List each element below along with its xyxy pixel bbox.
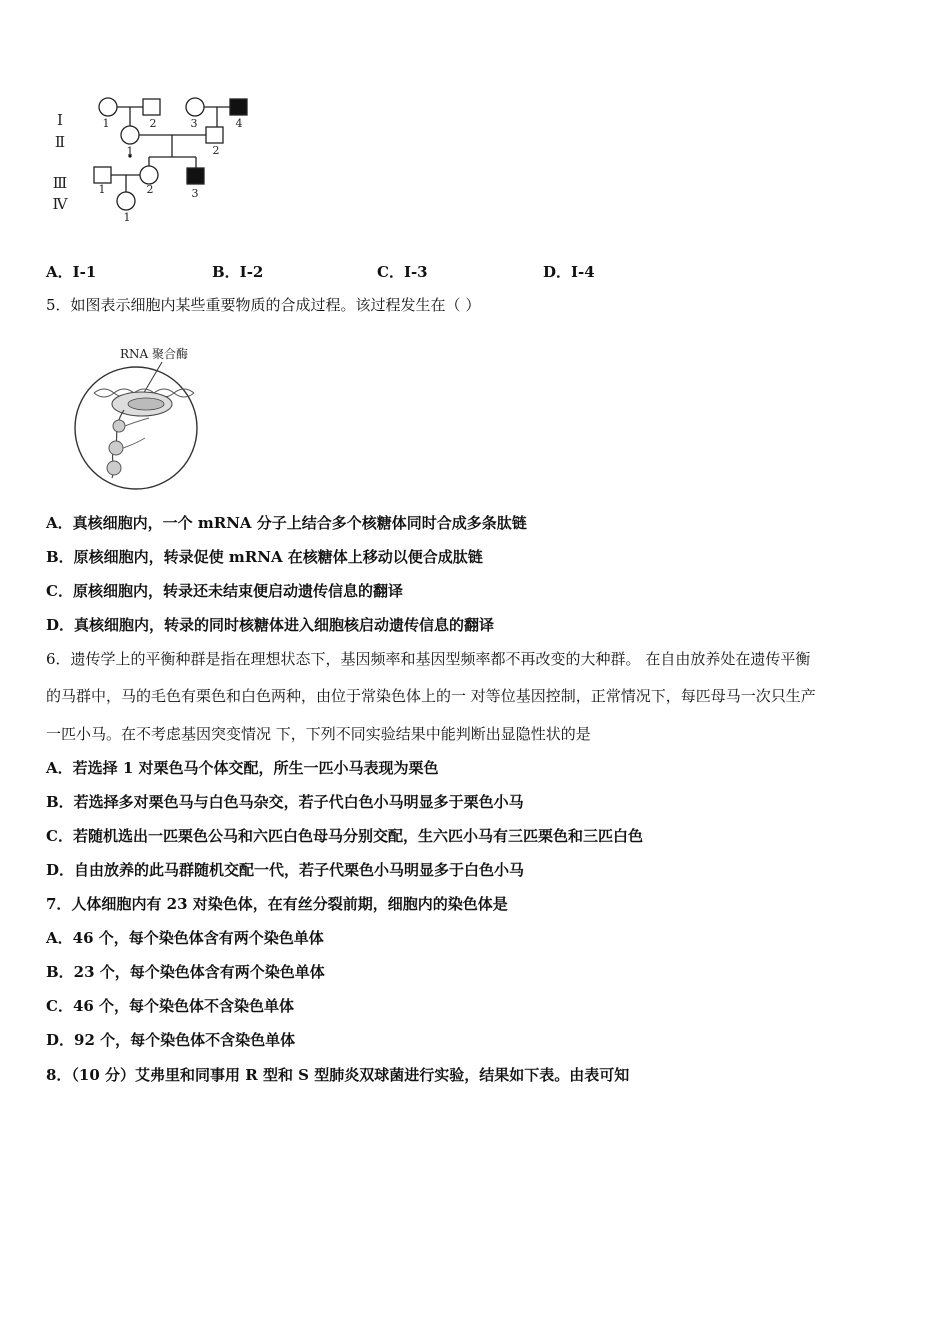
q6-option-c: C．若随机选出一匹栗色公马和六匹白色母马分别交配，生六匹小马有三匹栗色和三匹白色	[46, 827, 643, 845]
pedigree-female-IV-1	[117, 192, 135, 210]
pedigree-female-II-1	[121, 126, 139, 144]
pedigree-female-I-3	[186, 98, 204, 116]
label-II-2: 2	[212, 144, 220, 157]
pedigree-male-III-3-affected	[187, 168, 204, 184]
pedigree-female-III-2	[140, 166, 158, 184]
ribosome-1	[113, 420, 125, 432]
pedigree-male-I-4-affected	[230, 99, 247, 115]
q5-option-d: D．真核细胞内，转录的同时核糖体进入细胞核启动遗传信息的翻译	[46, 616, 495, 634]
transcription-translation-figure	[72, 338, 232, 498]
label-III-2: 2	[146, 183, 154, 196]
label-IV-1: 1	[123, 211, 131, 224]
q4-option-c: C．Ⅰ-3	[377, 263, 428, 281]
label-I-3: 3	[190, 117, 198, 130]
q6-stem-line-2: 的马群中，马的毛色有栗色和白色两种，由位于常染色体上的一 对等位基因控制，正常情况下，每匹母马一次只生产	[46, 687, 816, 705]
q4-option-b: B．Ⅰ-2	[212, 263, 264, 281]
label-I-2: 2	[149, 117, 157, 130]
q5-option-b: B．原核细胞内，转录促使 mRNA 在核糖体上移动以便合成肽链	[46, 548, 483, 566]
q7-stem: 7．人体细胞内有 23 对染色体，在有丝分裂前期，细胞内的染色体是	[46, 895, 508, 913]
q5-stem: 5．如图表示细胞内某些重要物质的合成过程。该过程发生在（ ）	[46, 296, 481, 314]
pedigree-female-I-1	[99, 98, 117, 116]
label-III-1: 1	[98, 183, 106, 196]
q6-stem-line-3: 一匹小马。在不考虑基因突变情况 下，下列不同实验结果中能判断出显隐性状的是	[46, 725, 591, 743]
q4-option-d: D．Ⅰ-4	[543, 263, 595, 281]
gen-label-II: Ⅱ	[54, 133, 66, 151]
q7-option-b: B．23 个，每个染色体含有两个染色单体	[46, 963, 325, 981]
q4-option-a: A．Ⅰ-1	[46, 263, 97, 281]
q6-option-d: D．自由放养的此马群随机交配一代，若子代栗色小马明显多于白色小马	[46, 861, 525, 879]
q6-option-b: B．若选择多对栗色马与白色马杂交，若子代白色小马明显多于栗色小马	[46, 793, 524, 811]
q6-stem-line-1: 6．遗传学上的平衡种群是指在理想状态下，基因频率和基因型频率都不再改变的大种群。 在自由放养处在遗传平衡	[46, 650, 811, 668]
q7-option-c: C．46 个，每个染色体不含染色单体	[46, 997, 295, 1015]
pedigree-male-III-1	[94, 167, 111, 183]
label-I-4: 4	[235, 117, 243, 130]
q7-option-a: A．46 个，每个染色体含有两个染色单体	[46, 929, 324, 947]
label-III-3: 3	[191, 187, 199, 200]
q7-option-d: D．92 个，每个染色体不含染色单体	[46, 1031, 296, 1049]
label-II-1: 1	[126, 145, 134, 158]
gen-label-I: Ⅰ	[57, 111, 63, 129]
cell-outline	[75, 367, 197, 489]
gen-label-III: Ⅲ	[52, 174, 68, 192]
q6-option-a: A．若选择 1 对栗色马个体交配，所生一匹小马表现为栗色	[46, 759, 439, 777]
q8-stem: 8．（10 分）艾弗里和同事用 R 型和 S 型肺炎双球菌进行实验，结果如下表。由表可知	[46, 1066, 630, 1084]
ribosome-2	[109, 441, 123, 455]
pedigree-male-II-2	[206, 127, 223, 143]
gen-label-IV: Ⅳ	[52, 195, 68, 213]
pedigree-chart	[46, 95, 316, 225]
label-I-1: 1	[102, 117, 110, 130]
q5-option-c: C．原核细胞内，转录还未结束便启动遗传信息的翻译	[46, 582, 403, 600]
rna-polymerase-label: RNA 聚合酶	[120, 347, 189, 361]
ribosome-3	[107, 461, 121, 475]
q5-option-a: A．真核细胞内，一个 mRNA 分子上结合多个核糖体同时合成多条肽链	[46, 514, 527, 532]
pedigree-male-I-2	[143, 99, 160, 115]
